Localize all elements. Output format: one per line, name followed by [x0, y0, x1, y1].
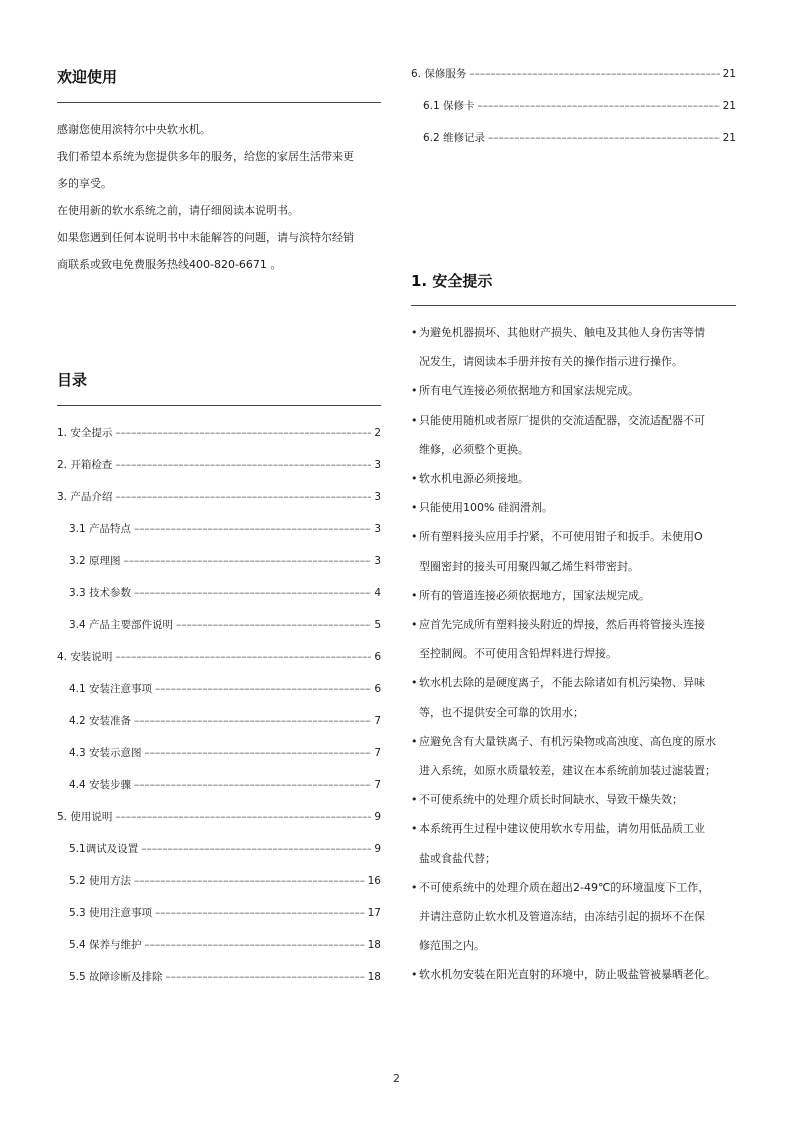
- toc-entry-page: 7: [374, 747, 381, 759]
- toc-entry-label: 4.2 安装准备: [69, 715, 132, 727]
- welcome-line: 感谢您使用滨特尔中央软水机。: [57, 123, 211, 136]
- toc-entry-page: 18: [367, 971, 381, 983]
- toc-entry-label: 6. 保修服务: [411, 68, 467, 80]
- toc-divider: [57, 405, 381, 406]
- welcome-line: 如果您遇到任何本说明书中未能解答的问题，请与滨特尔经销: [57, 231, 354, 244]
- toc-entry[interactable]: [423, 98, 736, 113]
- bullet-dot: •: [411, 501, 418, 515]
- bullet-dot: •: [411, 530, 418, 544]
- toc-entry-page: 2: [374, 427, 381, 439]
- toc-entry-label: 3. 产品介绍: [57, 491, 113, 503]
- toc-entry-page: 3: [374, 523, 381, 535]
- safety-divider: [411, 305, 736, 306]
- safety-item-text: 只能使用100% 硅润滑剂。: [419, 501, 553, 515]
- safety-item: [411, 668, 736, 726]
- safety-item-text: 应避免含有大量铁离子、有机污染物或高浊度、高色度的原水: [419, 734, 716, 748]
- bullet-dot: •: [411, 472, 418, 486]
- safety-item-text: 所有的管道连接必须依据地方，国家法规完成。: [419, 588, 650, 602]
- bullet-dot: •: [411, 793, 418, 807]
- safety-item: [411, 493, 736, 522]
- safety-item: [411, 376, 736, 405]
- toc-title: 目录: [57, 371, 88, 389]
- safety-item-text: 等，也不提供安全可靠的饮用水；: [419, 705, 584, 719]
- toc-entry-page: 17: [367, 907, 381, 919]
- welcome-body: [57, 116, 354, 278]
- toc-entry-page: 18: [367, 939, 381, 951]
- bullet-dot: •: [411, 734, 418, 748]
- safety-item: [411, 522, 736, 580]
- toc-leader: [155, 683, 371, 695]
- toc-entry-page: 21: [722, 68, 736, 80]
- bullet-dot: •: [411, 822, 418, 836]
- safety-item-text: 进入系统，如原水质量较差，建议在本系统前加装过滤装置；: [419, 764, 716, 778]
- toc-entry[interactable]: [57, 489, 381, 504]
- toc-entry[interactable]: [69, 937, 381, 952]
- toc-entry[interactable]: [57, 425, 381, 440]
- safety-item: [411, 610, 736, 668]
- safety-item: [411, 785, 736, 814]
- toc-entry-label: 1. 安全提示: [57, 427, 113, 439]
- safety-item-text: 软水机电源必须接地。: [419, 472, 529, 486]
- safety-item-text: 不可使系统中的处理介质在超出2-49℃的环境温度下工作，: [419, 880, 710, 894]
- toc-leader: [134, 779, 371, 791]
- toc-leader: [134, 587, 371, 599]
- toc-entry-label: 4.4 安装步骤: [69, 779, 132, 791]
- toc-leader: [141, 843, 371, 855]
- toc-entry-label: 6.1 保修卡: [423, 100, 475, 112]
- bullet-dot: •: [411, 588, 418, 602]
- bullet-dot: •: [411, 676, 418, 690]
- safety-item-text: 本系统再生过程中建议使用软水专用盐，请勿用低品质工业: [419, 822, 705, 836]
- toc-leader: [488, 132, 720, 144]
- safety-item: [411, 960, 736, 989]
- bullet-dot: •: [411, 618, 418, 632]
- bullet-dot: •: [411, 384, 418, 398]
- toc-entry-page: 9: [374, 811, 381, 823]
- safety-item-text: 软水机去除的是硬度离子，不能去除诸如有机污染物、异味: [419, 676, 705, 690]
- bullet-dot: •: [411, 413, 418, 427]
- welcome-divider: [57, 102, 381, 103]
- safety-item-text: 软水机勿安装在阳光直射的环境中，防止吸盐管被暴晒老化。: [419, 968, 716, 982]
- toc-leader: [134, 875, 365, 887]
- safety-item-text: 维修，必须整个更换。: [419, 442, 529, 456]
- safety-item: [411, 873, 736, 961]
- toc-entry[interactable]: [57, 457, 381, 472]
- bullet-dot: •: [411, 968, 418, 982]
- toc-entry[interactable]: [423, 130, 736, 145]
- safety-title: 1. 安全提示: [411, 272, 493, 290]
- toc-leader: [134, 715, 371, 727]
- safety-item-text: 并请注意防止软水机及管道冻结，由冻结引起的损坏不在保: [419, 910, 705, 924]
- toc-entry-label: 4.1 安装注意事项: [69, 683, 153, 695]
- toc-entry-label: 5. 使用说明: [57, 811, 113, 823]
- toc-leader: [115, 651, 371, 663]
- bullet-dot: •: [411, 880, 418, 894]
- toc-entry-label: 5.2 使用方法: [69, 875, 132, 887]
- toc-entry-label: 5.5 故障诊断及排除: [69, 971, 163, 983]
- toc-entry-label: 5.3 使用注意事项: [69, 907, 153, 919]
- toc-leader: [115, 427, 371, 439]
- toc-entry-page: 21: [722, 100, 736, 112]
- toc-entry[interactable]: [69, 553, 381, 568]
- toc-entry-label: 4. 安装说明: [57, 651, 113, 663]
- toc-entry-label: 5.4 保养与维护: [69, 939, 142, 951]
- toc-leader: [124, 555, 372, 567]
- toc-entry-page: 21: [722, 132, 736, 144]
- toc-leader: [134, 523, 371, 535]
- toc-entry-page: 7: [374, 779, 381, 791]
- toc-entry-page: 5: [374, 619, 381, 631]
- welcome-line: 多的享受。: [57, 177, 112, 190]
- toc-entry-label: 3.1 产品特点: [69, 523, 132, 535]
- safety-item-text: 所有电气连接必须依据地方和国家法规完成。: [419, 384, 639, 398]
- safety-item: [411, 814, 736, 872]
- safety-list: [411, 318, 736, 990]
- toc-leader: [469, 68, 719, 80]
- safety-item: [411, 581, 736, 610]
- toc-entry[interactable]: [69, 969, 381, 984]
- toc-entry[interactable]: [69, 713, 381, 728]
- toc-entry-label: 3.4 产品主要部件说明: [69, 619, 174, 631]
- toc-entry[interactable]: [411, 66, 736, 81]
- toc-entry[interactable]: [69, 841, 381, 856]
- safety-item-text: 况发生，请阅读本手册并按有关的操作指示进行操作。: [419, 355, 683, 369]
- safety-item-text: 盐或食盐代替；: [419, 851, 496, 865]
- toc-entry-page: 3: [374, 555, 381, 567]
- toc-entry-page: 4: [374, 587, 381, 599]
- safety-item: [411, 464, 736, 493]
- toc-entry[interactable]: [69, 521, 381, 536]
- safety-item: [411, 318, 736, 376]
- toc-leader: [478, 100, 720, 112]
- toc-entry-page: 16: [367, 875, 381, 887]
- safety-item: [411, 406, 736, 464]
- toc-entry[interactable]: [69, 585, 381, 600]
- welcome-title: 欢迎使用: [57, 68, 118, 86]
- toc-entry-page: 3: [374, 491, 381, 503]
- toc-leader: [166, 971, 365, 983]
- toc-entry-label: 3.2 原理图: [69, 555, 121, 567]
- toc-entry-page: 6: [374, 651, 381, 663]
- toc-entry-page: 6: [374, 683, 381, 695]
- safety-item-text: 所有塑料接头应用手拧紧，不可使用钳子和扳手。未使用O: [419, 530, 703, 544]
- toc-entry-label: 3.3 技术参数: [69, 587, 132, 599]
- toc-entry[interactable]: [57, 649, 381, 664]
- toc-entry-page: 7: [374, 715, 381, 727]
- toc-entry[interactable]: [69, 905, 381, 920]
- toc-entry-label: 2. 开箱检查: [57, 459, 113, 471]
- toc-leader: [115, 491, 371, 503]
- welcome-line: 我们希望本系统为您提供多年的服务，给您的家居生活带来更: [57, 150, 354, 163]
- toc-entry-label: 5.1调试及设置: [69, 843, 139, 855]
- page-number: 2: [393, 1072, 400, 1085]
- toc-entry-page: 9: [374, 843, 381, 855]
- toc-entry[interactable]: [69, 617, 381, 632]
- toc-leader: [145, 939, 365, 951]
- bullet-dot: •: [411, 326, 418, 339]
- toc-entry[interactable]: [69, 777, 381, 792]
- welcome-line: 商联系或致电免费服务热线400-820-6671 。: [57, 258, 282, 271]
- toc-leader: [115, 459, 371, 471]
- toc-entry[interactable]: [69, 745, 381, 760]
- welcome-line: 在使用新的软水系统之前，请仔细阅读本说明书。: [57, 204, 299, 217]
- safety-item-text: 修范围之内。: [419, 939, 485, 953]
- safety-item-text: 只能使用随机或者原厂提供的交流适配器，交流适配器不可: [419, 413, 705, 427]
- toc-leader: [115, 811, 371, 823]
- safety-item: [411, 727, 736, 785]
- toc-leader: [145, 747, 372, 759]
- toc-entry[interactable]: [69, 681, 381, 696]
- safety-item-text: 为避免机器损坏、其他财产损失、触电及其他人身伤害等情: [419, 326, 705, 339]
- safety-item-text: 应首先完成所有塑料接头附近的焊接，然后再将管接头连接: [419, 618, 705, 632]
- toc-entry[interactable]: [57, 809, 381, 824]
- toc-entry-label: 4.3 安装示意图: [69, 747, 142, 759]
- toc-entry-page: 3: [374, 459, 381, 471]
- safety-item-text: 不可使系统中的处理介质长时间缺水、导致干燥失效；: [419, 793, 683, 807]
- toc-entry[interactable]: [69, 873, 381, 888]
- toc-leader: [155, 907, 365, 919]
- safety-item-text: 型圈密封的接头可用聚四氟乙烯生料带密封。: [419, 559, 639, 573]
- safety-item-text: 至控制阀。不可使用含铅焊料进行焊接。: [419, 647, 617, 661]
- toc-leader: [176, 619, 371, 631]
- toc-entry-label: 6.2 维修记录: [423, 132, 486, 144]
